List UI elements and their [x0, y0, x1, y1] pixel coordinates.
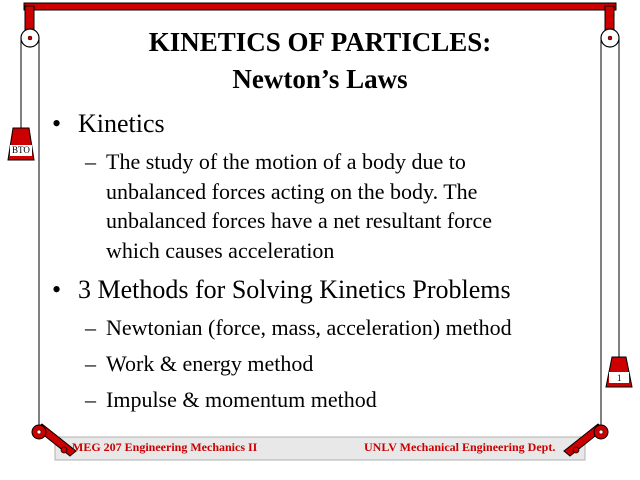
- sub-bullet-newtonian: – Newtonian (force, mass, acceleration) method: [85, 315, 512, 340]
- footer-course: MEG 207 Engineering Mechanics II: [72, 440, 258, 454]
- sub-bullet-impulse-momentum: – Impulse & momentum method: [85, 387, 377, 412]
- bullet-dot: •: [52, 275, 62, 304]
- slide-title-line1: KINETICS OF PARTICLES:: [148, 27, 492, 57]
- slide-number: 1: [617, 373, 622, 383]
- sub-bullet-kinetics-definition: – The study of the motion of a body due to unbalanced forces acting on the body. The unbalanced forces have a net resultant force which causes acceleration: [85, 149, 493, 263]
- footer-department: UNLV Mechanical Engineering Dept.: [364, 440, 556, 454]
- slide-title-line2: Newton’s Laws: [232, 64, 408, 94]
- bullet-kinetics: • Kinetics: [52, 109, 165, 138]
- top-bar: [24, 3, 616, 10]
- bullet-dot: •: [52, 109, 62, 138]
- left-hanger: [25, 6, 34, 32]
- right-hanger: [605, 6, 614, 32]
- left-weight-label: BTO: [12, 145, 30, 155]
- bullet-methods: • 3 Methods for Solving Kinetics Problems: [52, 275, 511, 304]
- sub-bullet-work-energy: – Work & energy method: [85, 351, 314, 376]
